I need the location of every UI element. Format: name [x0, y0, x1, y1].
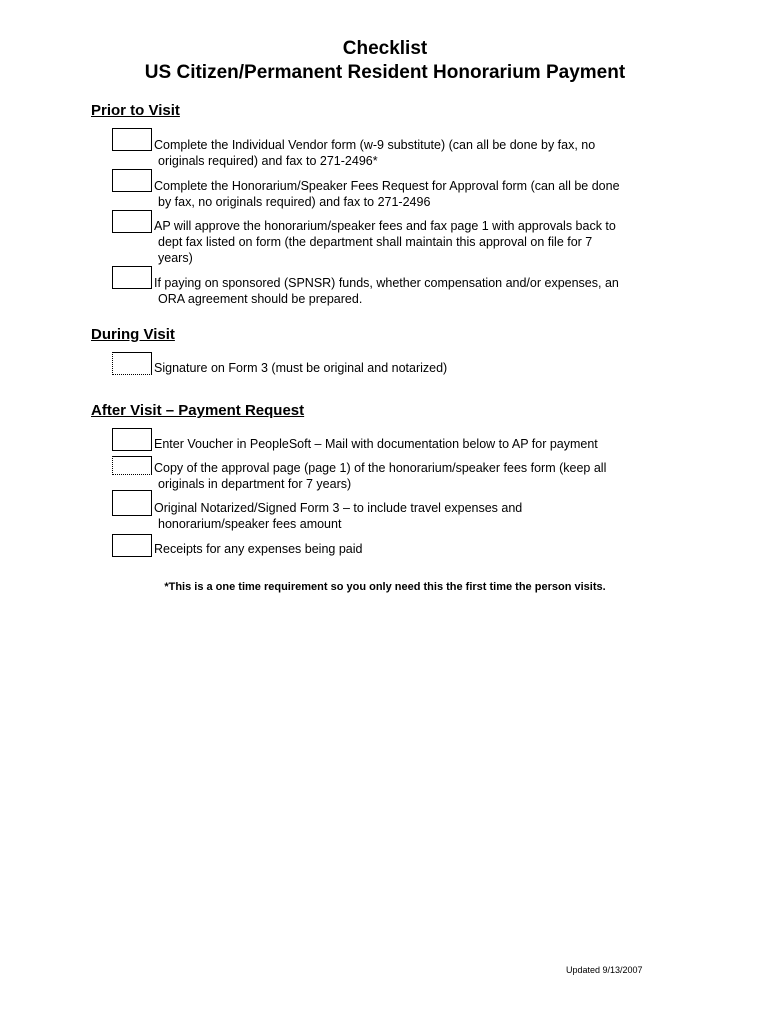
checkbox[interactable] — [112, 169, 152, 192]
item-line: originals required) and fax to 271-2496* — [158, 154, 378, 168]
item-line: Original Notarized/Signed Form 3 – to include travel expenses and — [154, 501, 523, 515]
document-subtitle: US Citizen/Permanent Resident Honorarium Payment — [144, 62, 626, 83]
item-text — [154, 541, 694, 557]
item-line: Enter Voucher in PeopleSoft – Mail with documentation below to AP for payment — [154, 437, 598, 451]
updated-date: Updated 9/13/2007 — [566, 965, 643, 975]
checkbox[interactable] — [112, 428, 152, 451]
checkbox[interactable] — [112, 210, 152, 233]
item-line: Receipts for any expenses being paid — [154, 542, 363, 556]
item-text — [154, 460, 694, 492]
item-line: ORA agreement should be prepared. — [158, 292, 363, 306]
checkbox[interactable] — [112, 534, 152, 557]
item-text — [154, 218, 694, 266]
section-heading-prior-to-visit: Prior to Visit — [91, 102, 180, 119]
item-text — [154, 500, 694, 532]
footnote: *This is a one time requirement so you only need this the first time the person visits. — [164, 581, 606, 593]
item-line: If paying on sponsored (SPNSR) funds, whether compensation and/or expenses, an — [154, 276, 619, 290]
section-heading-during-visit: During Visit — [91, 326, 175, 343]
item-line: honorarium/speaker fees amount — [158, 517, 342, 531]
section-heading-after-visit: After Visit – Payment Request — [91, 402, 305, 419]
item-line: dept fax listed on form (the department shall maintain this approval on file for 7 — [158, 235, 593, 249]
item-line: by fax, no originals required) and fax to 271-2496 — [158, 195, 431, 209]
checkbox[interactable] — [112, 266, 152, 289]
item-line: Signature on Form 3 (must be original and notarized) — [154, 361, 448, 375]
item-text — [154, 137, 694, 169]
item-text — [154, 436, 694, 452]
item-line: Complete the Individual Vendor form (w-9 substitute) (can all be done by fax, no — [154, 138, 596, 152]
item-line: originals in department for 7 years) — [158, 477, 352, 491]
item-text — [154, 178, 694, 210]
checkbox[interactable] — [112, 490, 152, 516]
document-title: Checklist — [342, 38, 428, 59]
checkbox[interactable] — [112, 456, 152, 475]
item-text — [154, 360, 694, 376]
item-line: Copy of the approval page (page 1) of the honorarium/speaker fees form (keep all — [154, 461, 607, 475]
item-line: AP will approve the honorarium/speaker fees and fax page 1 with approvals back to — [154, 219, 616, 233]
item-line: years) — [158, 251, 193, 265]
item-line: Complete the Honorarium/Speaker Fees Request for Approval form (can all be done — [154, 179, 620, 193]
item-text — [154, 275, 694, 307]
checkbox[interactable] — [112, 352, 152, 375]
checkbox[interactable] — [112, 128, 152, 151]
